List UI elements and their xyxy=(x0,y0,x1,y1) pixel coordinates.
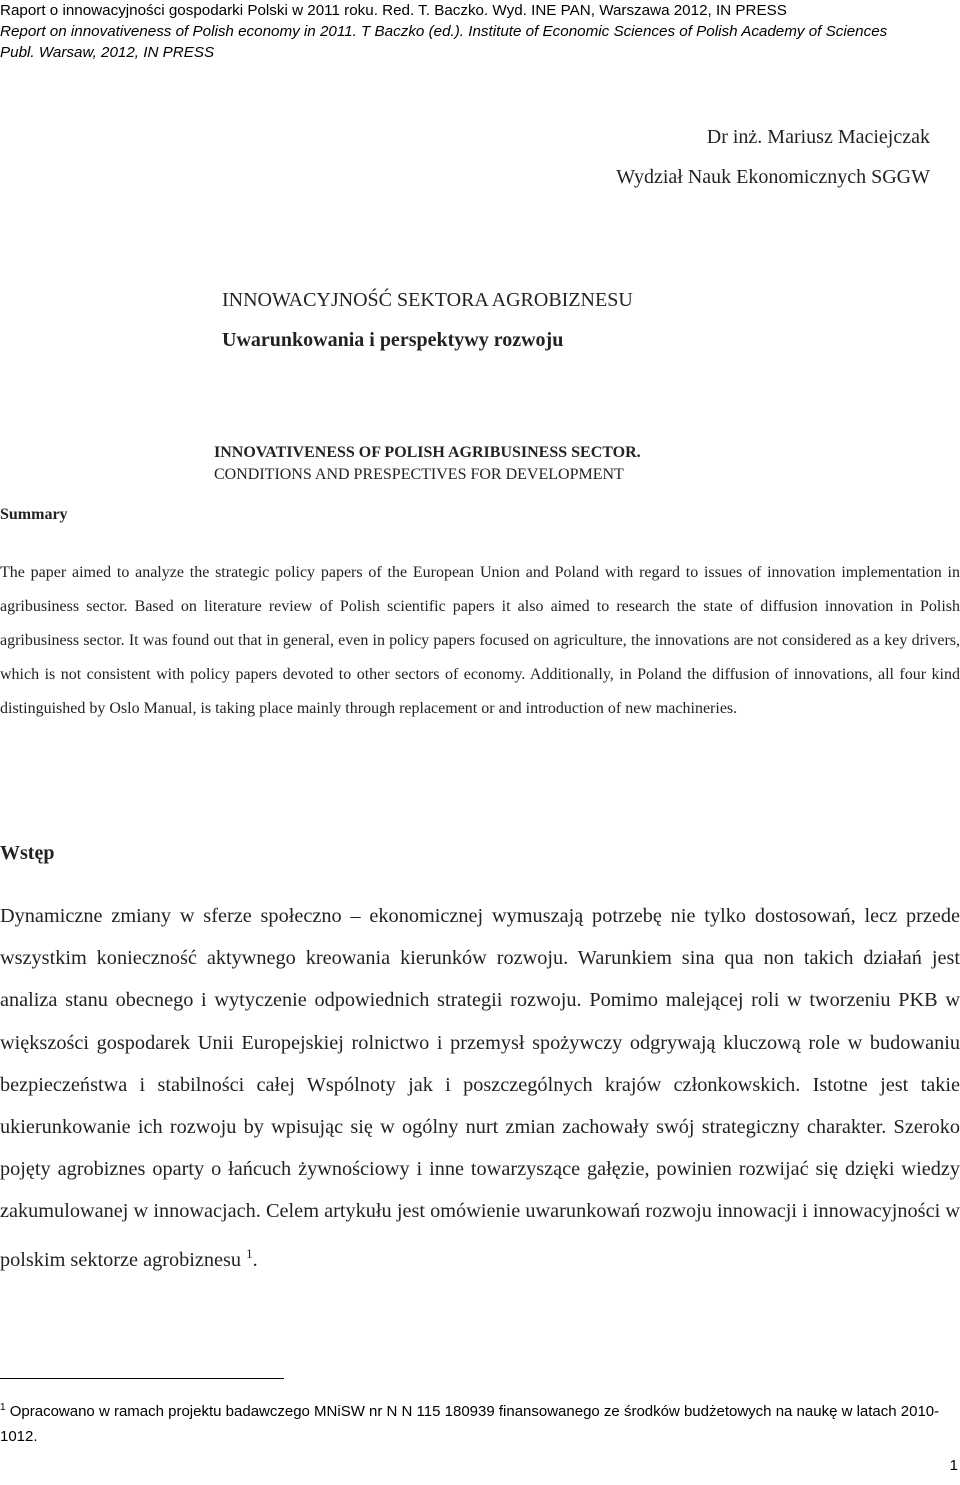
header-line-publ: Publ. Warsaw, 2012, IN PRESS xyxy=(0,44,215,61)
footnote-ref[interactable]: 1 xyxy=(246,1245,253,1261)
summary-text: The paper aimed to analyze the strategic policy papers of the European Union and Poland with regard to issues of innovation implementation in agribusiness sector. Based on literature review of Polish scientific papers it also aimed to research the state of diffusion innovation in Polish agribusiness sector. It was found out that in general, even in policy papers focused on agriculture, the innovations are not considered as a key drivers, which is not consistent with policy papers devoted to other sectors of economy. Additionally, in Poland the diffusion of innovations, all four kind distinguished by Oslo Manual, is taking place mainly through replacement or and introduction of new machineries. xyxy=(0,564,960,717)
author-name: Dr inż. Mariusz Maciejczak xyxy=(706,126,930,148)
running-header xyxy=(0,0,960,63)
title-subtitle: Uwarunkowania i perspektywy rozwoju xyxy=(222,329,564,351)
summary-heading: Summary xyxy=(0,506,68,523)
title-en-line1: INNOVATIVENESS OF POLISH AGRIBUSINESS SECTOR. xyxy=(214,444,641,461)
header-line-en: Report on innovativeness of Polish economy in 2011. T Baczko (ed.). Institute of Economic Sciences of Polish Academy of Sciences xyxy=(0,23,888,40)
footnote xyxy=(0,1395,960,1449)
title-en-line2: CONDITIONS AND PRESPECTIVES FOR DEVELOPMENT xyxy=(214,466,624,483)
title-main: INNOWACYJNOŚĆ SEKTORA AGROBIZNESU xyxy=(222,289,633,311)
author-block xyxy=(616,117,930,197)
footnote-divider xyxy=(0,1378,284,1379)
header-line-pl: Raport o innowacyjności gospodarki Polski w 2011 roku. Red. T. Baczko. Wyd. INE PAN, Warszawa 2012, IN PRESS xyxy=(0,2,787,19)
title-english xyxy=(214,442,641,486)
intro-heading: Wstęp xyxy=(0,842,55,864)
author-affiliation: Wydział Nauk Ekonomicznych SGGW xyxy=(616,166,930,188)
footnote-text: Opracowano w ramach projektu badawczego MNiSW nr N N 115 180939 finansowanego ze środków budżetowych na naukę w latach 2010-1012. xyxy=(0,1403,940,1445)
title-polish xyxy=(222,280,633,360)
intro-paragraph xyxy=(0,895,960,1281)
footnote-number: 1 xyxy=(0,1402,6,1413)
intro-end: . xyxy=(252,1248,258,1271)
intro-text: Dynamiczne zmiany w sferze społeczno – ekonomicznej wymuszają potrzebę nie tylko dostosowań, lecz przede wszystkim konieczność aktywnego kreowania kierunków rozwoju. Warunkiem sina qua non takich działań jest analiza stanu obecnego i wytyczenie odpowiednich strategii rozwoju. Pomimo malejącej roli w tworzeniu PKB w większości gospodarek Unii Europejskiej rolnictwo i przemysł spożywczy odgrywają kluczową role w budowaniu bezpieczeństwa i stabilności całej Wspólnoty jak i poszczególnych krajów członkowskich. Istotne jest takie ukierunkowanie ich rozwoju by wpisując się w ogólny nurt zmian zachowały swój strategiczny charakter. Szeroko pojęty agrobiznes oparty o łańcuch żywnościowy i inne towarzyszące gałęzie, powinien rozwijać się dzięki wiedzy zakumulowanej w innowacjach. Celem artykułu jest omówienie uwarunkowań rozwoju innowacji i innowacyjności w polskim sektorze agrobiznesu xyxy=(0,905,960,1271)
page-number: 1 xyxy=(949,1457,958,1474)
